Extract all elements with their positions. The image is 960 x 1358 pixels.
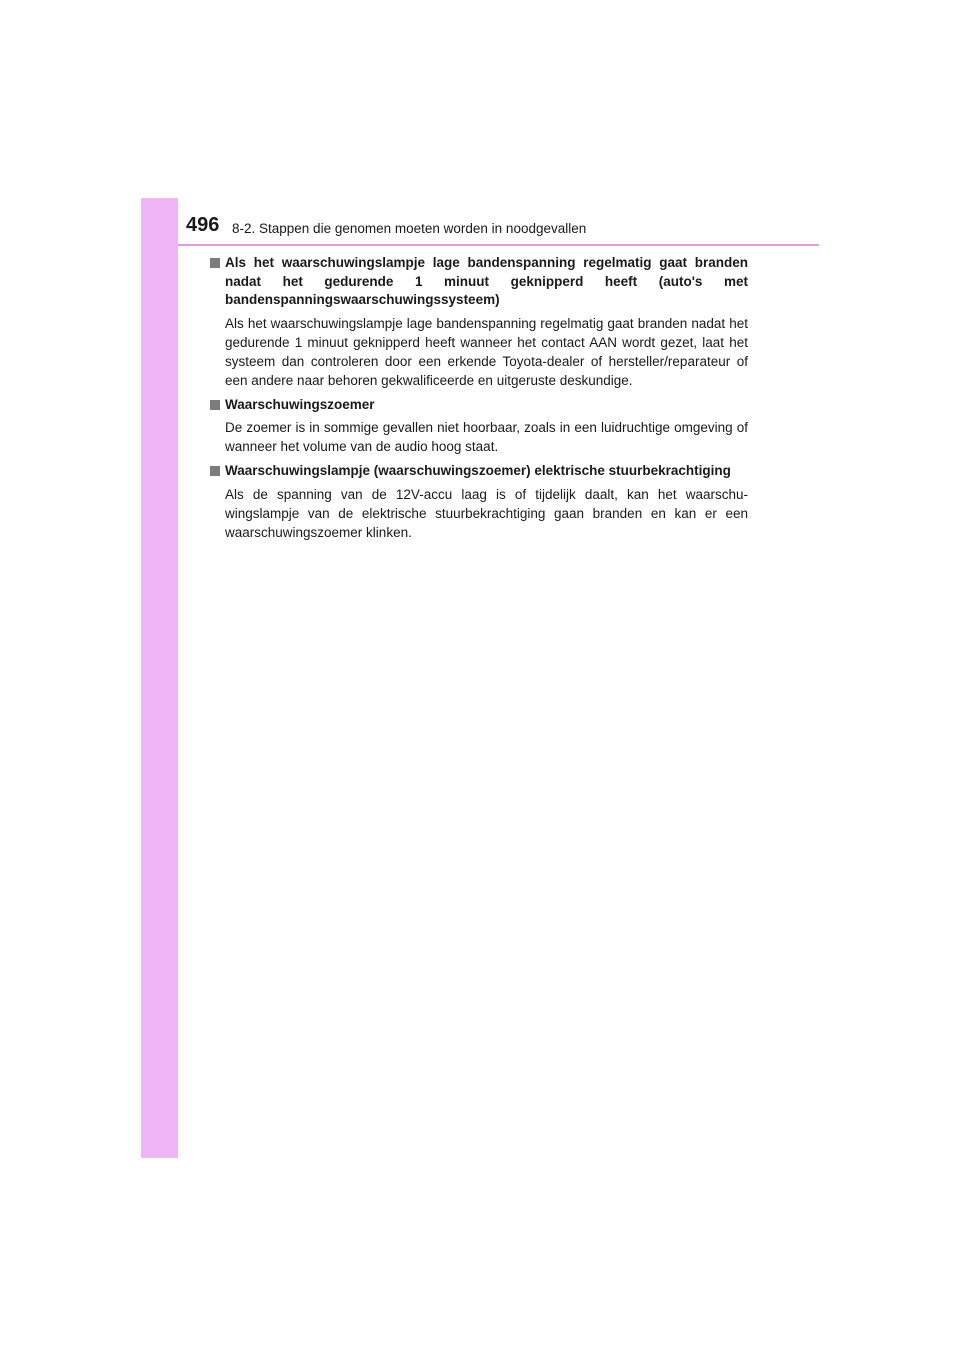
item-heading-text: Waarschuwingslampje (waarschuwingszoemer) elektrische stuurbekrachtiging [225, 463, 731, 478]
item-body: Als het waarschuwingslampje lage bandenspanning regelmatig gaat branden nadat het gedurende 1 minuut geknipperd heeft wanneer het contact AAN wordt gezet, laat het systeem dan controleren door een erkende Toyota-dealer of hersteller/reparateur of een andere naar behoren gekwalificeerde en uitgeruste deskundige. [225, 315, 748, 388]
item-heading [210, 462, 748, 481]
square-bullet-icon [210, 400, 220, 410]
item-power-steering-warning [210, 462, 748, 542]
item-heading [210, 254, 748, 310]
item-warning-buzzer [210, 396, 748, 457]
item-heading [210, 396, 748, 415]
square-bullet-icon [210, 258, 220, 268]
header-rule [178, 244, 819, 246]
item-heading-text: Als het waarschuwingslampje lage bandenspanning regelmatig gaat branden nadat het gedurende 1 minuut geknipperd heeft (auto's met bandenspanningswaarschuwingssysteem) [225, 255, 748, 307]
content-area [210, 254, 748, 548]
chapter-side-strip [141, 198, 178, 1158]
page-number: 496 [186, 214, 220, 236]
chapter-header-tab [141, 198, 178, 244]
square-bullet-icon [210, 466, 220, 476]
section-title: 8-2. Stappen die genomen moeten worden in noodgevallen [232, 221, 587, 236]
item-body: De zoemer is in sommige gevallen niet hoorbaar, zoals in een luidruchtige omgeving of wanneer het volume van de audio hoog staat. [225, 420, 748, 454]
item-body: Als de spanning van de 12V-accu laag is of tijdelijk daalt, kan het waarschuwingslampje van de elektrische stuurbekrachtiging gaan branden en kan er een waarschuwingszoemer klinken. [225, 486, 748, 540]
item-low-tire-pressure [210, 254, 748, 390]
item-heading-text: Waarschuwingszoemer [225, 396, 375, 412]
